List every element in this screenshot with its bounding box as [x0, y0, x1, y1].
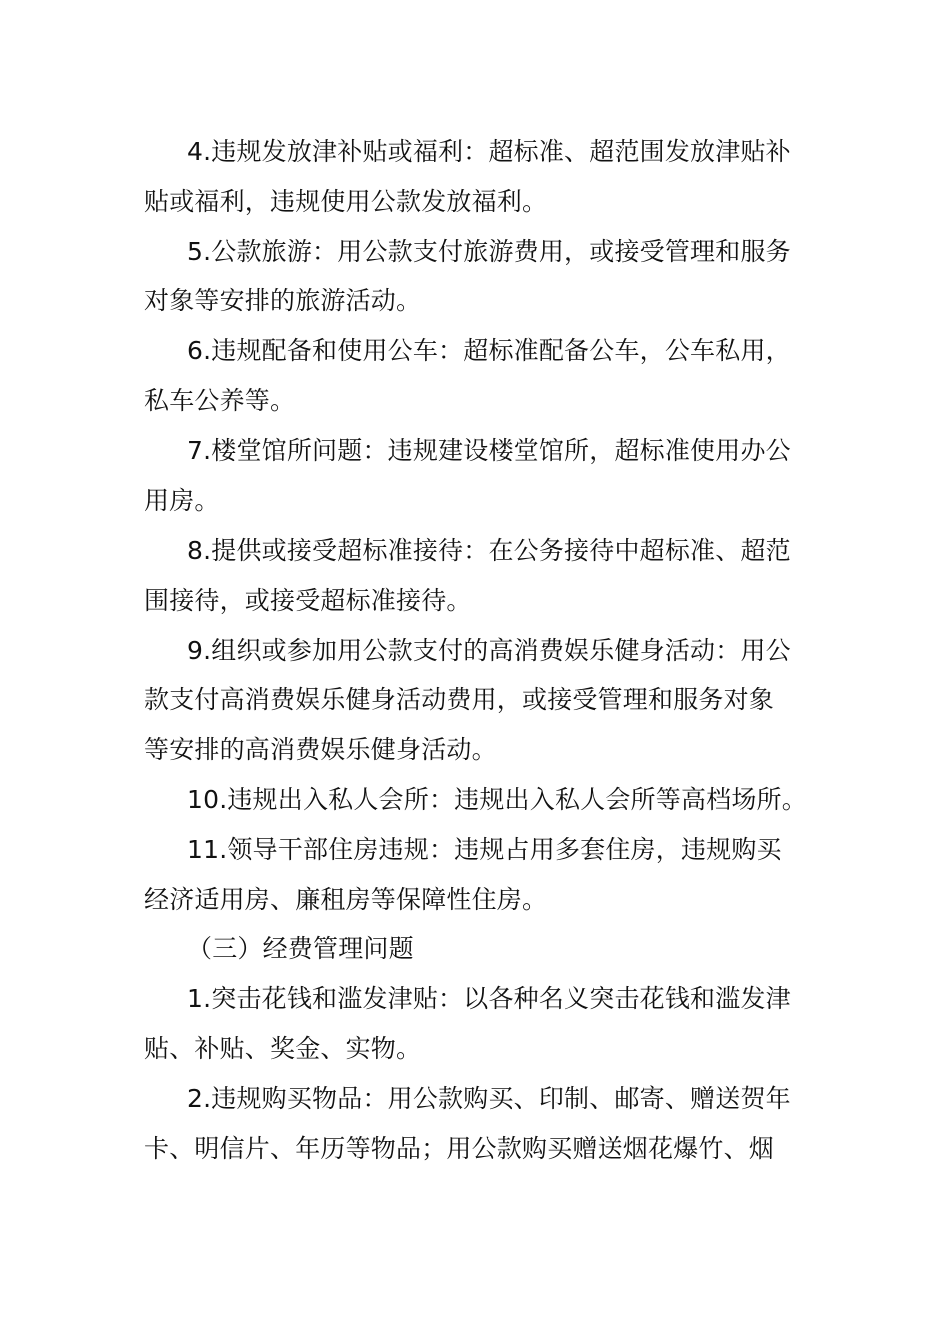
text-line: 围接待，或接受超标准接待。	[144, 586, 472, 615]
text-line: 卡、明信片、年历等物品；用公款购买赠送烟花爆竹、烟	[144, 1134, 775, 1163]
text-line: 经济适用房、廉租房等保障性住房。	[144, 885, 548, 914]
text-line: 5.公款旅游：用公款支付旅游费用，或接受管理和服务	[187, 237, 791, 266]
text-line: 贴或福利，违规使用公款发放福利。	[144, 187, 548, 216]
text-line: 款支付高消费娱乐健身活动费用，或接受管理和服务对象	[144, 685, 775, 714]
text-line: 6.违规配备和使用公车：超标准配备公车，公车私用，	[187, 336, 791, 365]
text-line: 贴、补贴、奖金、实物。	[144, 1034, 422, 1063]
text-line: 对象等安排的旅游活动。	[144, 286, 422, 315]
text-line: 1.突击花钱和滥发津贴：以各种名义突击花钱和滥发津	[187, 984, 791, 1013]
text-line: 11.领导干部住房违规：违规占用多套住房，违规购买	[187, 835, 782, 864]
text-line: 8.提供或接受超标准接待：在公务接待中超标准、超范	[187, 536, 791, 565]
text-line: 用房。	[144, 486, 220, 515]
text-line: 2.违规购买物品：用公款购买、印制、邮寄、赠送贺年	[187, 1084, 791, 1113]
text-line: 等安排的高消费娱乐健身活动。	[144, 735, 497, 764]
text-line: 4.违规发放津补贴或福利：超标准、超范围发放津贴补	[187, 137, 791, 166]
text-line: 私车公养等。	[144, 386, 296, 415]
section-heading: （三）经费管理问题	[187, 934, 414, 963]
text-line: 7.楼堂馆所问题：违规建设楼堂馆所，超标准使用办公	[187, 436, 791, 465]
text-line: 9.组织或参加用公款支付的高消费娱乐健身活动：用公	[187, 636, 791, 665]
text-line: 10.违规出入私人会所：违规出入私人会所等高档场所。	[187, 785, 807, 814]
